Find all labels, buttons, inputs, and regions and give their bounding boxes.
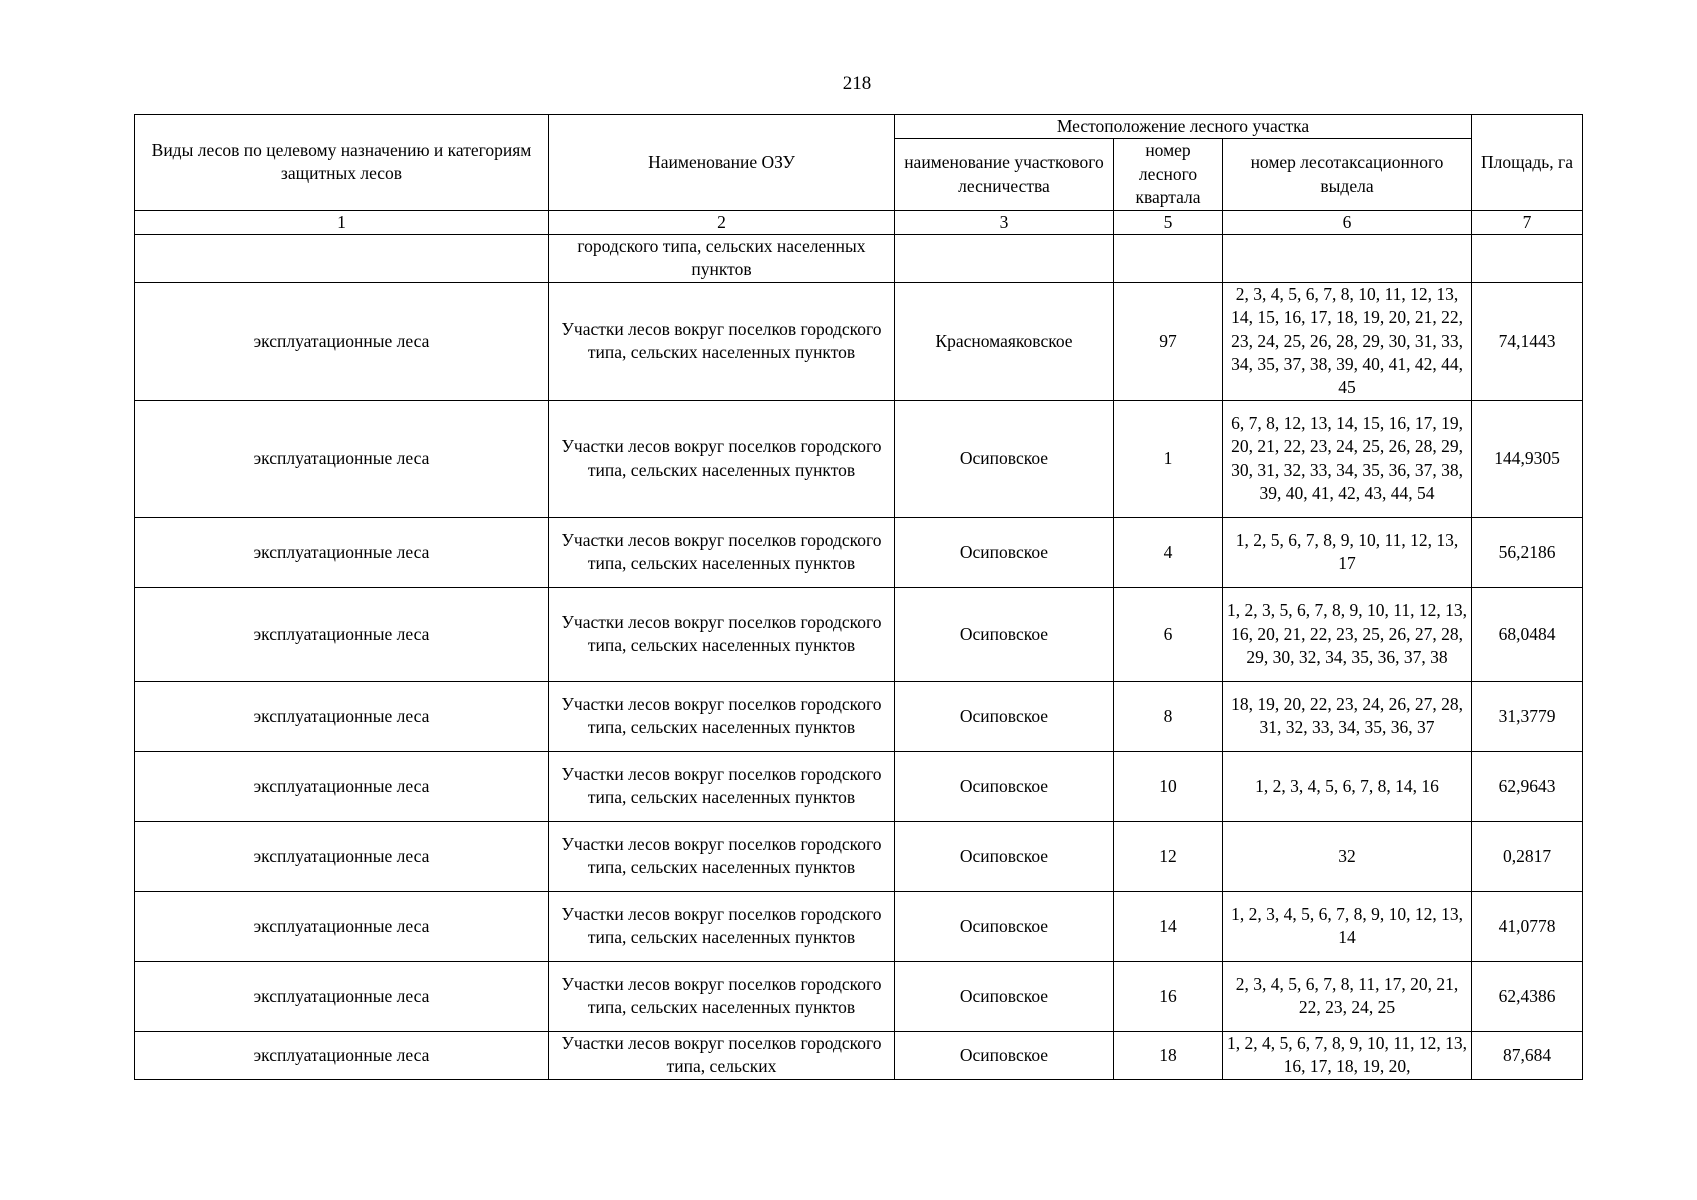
cell-units: 1, 2, 5, 6, 7, 8, 9, 10, 11, 12, 13, 17 xyxy=(1223,517,1472,587)
cell-forestry: Осиповское xyxy=(895,891,1114,961)
cell-quarter: 10 xyxy=(1114,751,1223,821)
cell-forest-type: эксплуатационные леса xyxy=(135,961,549,1031)
cell-area: 62,9643 xyxy=(1472,751,1583,821)
cell-forestry: Осиповское xyxy=(895,587,1114,681)
cell-area xyxy=(1472,235,1583,283)
cell-units: 2, 3, 4, 5, 6, 7, 8, 10, 11, 12, 13, 14, 15, 16, 17, 18, 19, 20, 21, 22, 23, 24, 25, 26, 28, 29, 30, 31, 33, 34, 35, 37, 38, 39, 40, 41, 42, 44, 45 xyxy=(1223,282,1472,400)
table-row xyxy=(135,1031,1583,1079)
table-row xyxy=(135,587,1583,681)
cell-quarter: 12 xyxy=(1114,821,1223,891)
cell-area: 87,684 xyxy=(1472,1031,1583,1079)
cell-forestry: Красномаяковское xyxy=(895,282,1114,400)
cell-area: 74,1443 xyxy=(1472,282,1583,400)
table-row-continuation xyxy=(135,235,1583,283)
cell-ozu-name: Участки лесов вокруг поселков городского типа, сельских xyxy=(549,1031,895,1079)
page-number: 218 xyxy=(842,73,872,94)
cell-forest-type: эксплуатационные леса xyxy=(135,517,549,587)
cell-forest-type: эксплуатационные леса xyxy=(135,1031,549,1079)
cell-forestry: Осиповское xyxy=(895,517,1114,587)
cell-ozu-name: Участки лесов вокруг поселков городского типа, сельских населенных пунктов xyxy=(549,821,895,891)
cell-forestry: Осиповское xyxy=(895,821,1114,891)
cell-forest-type: эксплуатационные леса xyxy=(135,751,549,821)
cell-area: 41,0778 xyxy=(1472,891,1583,961)
cell-quarter: 18 xyxy=(1114,1031,1223,1079)
cell-forestry xyxy=(895,235,1114,283)
table-row xyxy=(135,891,1583,961)
cell-units: 1, 2, 3, 4, 5, 6, 7, 8, 14, 16 xyxy=(1223,751,1472,821)
table-row xyxy=(135,751,1583,821)
cell-units: 1, 2, 3, 5, 6, 7, 8, 9, 10, 11, 12, 13, 16, 20, 21, 22, 23, 25, 26, 27, 28, 29, 30, 32, 34, 35, 36, 37, 38 xyxy=(1223,587,1472,681)
cell-forestry: Осиповское xyxy=(895,1031,1114,1079)
cell-area: 56,2186 xyxy=(1472,517,1583,587)
column-number: 2 xyxy=(549,210,895,234)
cell-quarter: 14 xyxy=(1114,891,1223,961)
cell-units: 1, 2, 4, 5, 6, 7, 8, 9, 10, 11, 12, 13, 16, 17, 18, 19, 20, xyxy=(1223,1031,1472,1079)
cell-forestry: Осиповское xyxy=(895,751,1114,821)
header-ozu-name: Наименование ОЗУ xyxy=(549,115,895,211)
cell-quarter xyxy=(1114,235,1223,283)
cell-quarter: 4 xyxy=(1114,517,1223,587)
cell-units: 1, 2, 3, 4, 5, 6, 7, 8, 9, 10, 12, 13, 14 xyxy=(1223,891,1472,961)
cell-ozu-name: городского типа, сельских населенных пунктов xyxy=(549,235,895,283)
cell-units: 18, 19, 20, 22, 23, 24, 26, 27, 28, 31, 32, 33, 34, 35, 36, 37 xyxy=(1223,681,1472,751)
column-number: 5 xyxy=(1114,210,1223,234)
cell-ozu-name: Участки лесов вокруг поселков городского типа, сельских населенных пунктов xyxy=(549,400,895,517)
cell-area: 0,2817 xyxy=(1472,821,1583,891)
table-row xyxy=(135,517,1583,587)
cell-units: 6, 7, 8, 12, 13, 14, 15, 16, 17, 19, 20, 21, 22, 23, 24, 25, 26, 28, 29, 30, 31, 32, 33, 34, 35, 36, 37, 38, 39, 40, 41, 42, 43, 44, 54 xyxy=(1223,400,1472,517)
forest-plots-table xyxy=(134,114,1583,1080)
cell-forest-type: эксплуатационные леса xyxy=(135,681,549,751)
cell-units xyxy=(1223,235,1472,283)
header-area: Площадь, га xyxy=(1472,115,1583,211)
cell-area: 62,4386 xyxy=(1472,961,1583,1031)
cell-forestry: Осиповское xyxy=(895,681,1114,751)
cell-units: 32 xyxy=(1223,821,1472,891)
cell-forest-type: эксплуатационные леса xyxy=(135,400,549,517)
cell-ozu-name: Участки лесов вокруг поселков городского типа, сельских населенных пунктов xyxy=(549,961,895,1031)
cell-forest-type: эксплуатационные леса xyxy=(135,821,549,891)
header-row-group xyxy=(135,115,1583,139)
cell-quarter: 97 xyxy=(1114,282,1223,400)
cell-forest-type: эксплуатационные леса xyxy=(135,282,549,400)
table-row xyxy=(135,400,1583,517)
cell-ozu-name: Участки лесов вокруг поселков городского типа, сельских населенных пунктов xyxy=(549,517,895,587)
cell-quarter: 1 xyxy=(1114,400,1223,517)
cell-forestry: Осиповское xyxy=(895,961,1114,1031)
cell-ozu-name: Участки лесов вокруг поселков городского типа, сельских населенных пунктов xyxy=(549,681,895,751)
cell-ozu-name: Участки лесов вокруг поселков городского типа, сельских населенных пунктов xyxy=(549,751,895,821)
cell-quarter: 6 xyxy=(1114,587,1223,681)
table-row xyxy=(135,821,1583,891)
column-number: 3 xyxy=(895,210,1114,234)
column-number: 1 xyxy=(135,210,549,234)
header-forest-type: Виды лесов по целевому назначению и категориям защитных лесов xyxy=(135,115,549,211)
table-row xyxy=(135,282,1583,400)
header-units: номер лесотаксационного выдела xyxy=(1223,139,1472,210)
cell-forest-type: эксплуатационные леса xyxy=(135,587,549,681)
cell-units: 2, 3, 4, 5, 6, 7, 8, 11, 17, 20, 21, 22, 23, 24, 25 xyxy=(1223,961,1472,1031)
cell-quarter: 8 xyxy=(1114,681,1223,751)
cell-area: 144,9305 xyxy=(1472,400,1583,517)
cell-ozu-name: Участки лесов вокруг поселков городского типа, сельских населенных пунктов xyxy=(549,587,895,681)
cell-quarter: 16 xyxy=(1114,961,1223,1031)
cell-ozu-name: Участки лесов вокруг поселков городского типа, сельских населенных пунктов xyxy=(549,891,895,961)
column-number: 7 xyxy=(1472,210,1583,234)
header-forestry: наименование участкового лесничества xyxy=(895,139,1114,210)
cell-ozu-name: Участки лесов вокруг поселков городского типа, сельских населенных пунктов xyxy=(549,282,895,400)
cell-forest-type xyxy=(135,235,549,283)
table-row xyxy=(135,961,1583,1031)
header-column-numbers xyxy=(135,210,1583,234)
cell-forest-type: эксплуатационные леса xyxy=(135,891,549,961)
header-location-group: Местоположение лесного участка xyxy=(895,115,1472,139)
cell-area: 31,3779 xyxy=(1472,681,1583,751)
cell-forestry: Осиповское xyxy=(895,400,1114,517)
cell-area: 68,0484 xyxy=(1472,587,1583,681)
column-number: 6 xyxy=(1223,210,1472,234)
header-quarter: номер лесного квартала xyxy=(1114,139,1223,210)
table-row xyxy=(135,681,1583,751)
